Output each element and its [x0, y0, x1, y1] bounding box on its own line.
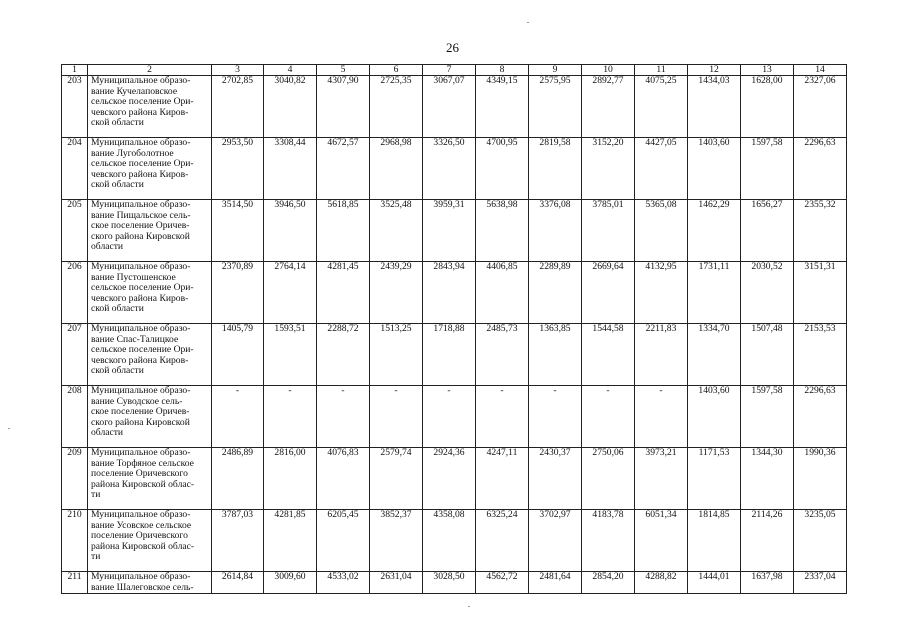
value-col-12: 1403,60	[688, 138, 741, 200]
value-col-10: 2892,77	[582, 76, 635, 138]
value-col-7: 3028,50	[423, 572, 476, 594]
value-col-5: 4533,02	[317, 572, 370, 594]
value-col-7: 4358,08	[423, 510, 476, 572]
value-col-7: 3326,50	[423, 138, 476, 200]
value-col-13: 1656,27	[741, 200, 794, 262]
value-col-9: 3702,97	[529, 510, 582, 572]
municipality-name-line: района Кировской облас-	[91, 478, 195, 490]
value-col-14: 2355,32	[794, 200, 847, 262]
value-col-4: -	[264, 386, 317, 448]
value-col-7: 3067,07	[423, 76, 476, 138]
value-col-6: 3525,48	[370, 200, 423, 262]
municipality-name-line: чевского района Киров-	[91, 354, 189, 366]
column-header-8: 8	[476, 65, 529, 76]
value-col-6: 2968,98	[370, 138, 423, 200]
value-col-11: -	[635, 386, 688, 448]
municipality-name-line: ской области	[91, 179, 144, 190]
value-col-3: 1405,79	[212, 324, 264, 386]
value-col-5: 2288,72	[317, 324, 370, 386]
column-header-14: 14	[794, 65, 847, 76]
value-col-6: 1513,25	[370, 324, 423, 386]
municipality-name-line: чевского района Киров-	[91, 168, 189, 180]
value-col-3: 2702,85	[212, 76, 264, 138]
table-row	[62, 200, 847, 262]
value-col-10: 3152,20	[582, 138, 635, 200]
scan-speck	[468, 606, 470, 607]
value-col-14: 3151,31	[794, 262, 847, 324]
value-col-8: 4700,95	[476, 138, 529, 200]
value-col-5: 4076,83	[317, 448, 370, 510]
value-col-13: 1597,58	[741, 138, 794, 200]
municipality-name-line: Муниципальное образо-	[91, 323, 191, 334]
table-row	[62, 138, 847, 200]
value-col-14: 2296,63	[794, 386, 847, 448]
column-header-3: 3	[212, 65, 264, 76]
value-col-8: -	[476, 386, 529, 448]
table-row	[62, 76, 847, 138]
value-col-12: 1171,53	[688, 448, 741, 510]
municipality-name-line: вание Шалеговское сель-	[91, 581, 194, 593]
value-col-9: 2819,58	[529, 138, 582, 200]
value-col-6: -	[370, 386, 423, 448]
value-col-14: 2296,63	[794, 138, 847, 200]
column-header-4: 4	[264, 65, 317, 76]
municipality-name-line: ского района Кировской	[91, 230, 190, 242]
value-col-4: 2764,14	[264, 262, 317, 324]
value-col-14: 3235,05	[794, 510, 847, 572]
column-header-2: 2	[88, 65, 212, 76]
value-col-10: -	[582, 386, 635, 448]
value-col-7: 2924,36	[423, 448, 476, 510]
municipality-name-line: ского района Кировской	[91, 416, 190, 428]
value-col-4: 4281,85	[264, 510, 317, 572]
municipality-name-line: Муниципальное образо-	[91, 199, 191, 210]
table-row	[62, 386, 847, 448]
value-col-10: 2854,20	[582, 572, 635, 594]
municipality-name	[88, 76, 212, 138]
value-col-12: 1334,70	[688, 324, 741, 386]
value-col-11: 4132,95	[635, 262, 688, 324]
municipality-name	[88, 138, 212, 200]
header-row	[62, 65, 847, 76]
row-number: 204	[62, 138, 88, 200]
value-col-13: 1507,48	[741, 324, 794, 386]
value-col-5: 5618,85	[317, 200, 370, 262]
value-col-4: 3009,60	[264, 572, 317, 594]
municipality-name-line: ской области	[91, 365, 144, 376]
value-col-11: 4427,05	[635, 138, 688, 200]
municipality-name-line: чевского района Киров-	[91, 292, 189, 304]
municipality-name-line: сельское поселение Ори-	[91, 344, 194, 355]
value-col-6: 2631,04	[370, 572, 423, 594]
municipality-name-line: вание Кучелаповское	[91, 85, 178, 97]
municipality-name-line: вание Лугоболотное	[91, 147, 174, 159]
value-col-5: 4281,45	[317, 262, 370, 324]
municipality-name-line: вание Суводское сель-	[91, 395, 183, 407]
value-col-11: 3973,21	[635, 448, 688, 510]
column-header-13: 13	[741, 65, 794, 76]
column-header-5: 5	[317, 65, 370, 76]
municipality-name-line: ти	[91, 489, 101, 500]
municipality-name	[88, 200, 212, 262]
municipality-name-line: чевского района Киров-	[91, 106, 189, 118]
column-header-9: 9	[529, 65, 582, 76]
value-col-13: 2030,52	[741, 262, 794, 324]
value-col-10: 3785,01	[582, 200, 635, 262]
value-col-12: 1434,03	[688, 76, 741, 138]
value-col-6: 2439,29	[370, 262, 423, 324]
value-col-7: 2843,94	[423, 262, 476, 324]
value-col-6: 3852,37	[370, 510, 423, 572]
municipality-name-line: вание Усовское сельское	[91, 519, 192, 531]
scan-speck	[527, 22, 529, 23]
municipality-name-line: ской области	[91, 117, 144, 128]
value-col-7: 1718,88	[423, 324, 476, 386]
municipality-name-line: ское поселение Оричев-	[91, 406, 190, 417]
value-col-8: 4406,85	[476, 262, 529, 324]
municipality-name	[88, 324, 212, 386]
municipality-name-line: вание Пищальское сель-	[91, 209, 191, 221]
value-col-5: 6205,45	[317, 510, 370, 572]
value-col-8: 4247,11	[476, 448, 529, 510]
value-col-10: 1544,58	[582, 324, 635, 386]
value-col-3: 2370,89	[212, 262, 264, 324]
value-col-6: 2579,74	[370, 448, 423, 510]
municipality-name-line: ской области	[91, 303, 144, 314]
value-col-13: 1628,00	[741, 76, 794, 138]
value-col-5: -	[317, 386, 370, 448]
value-col-11: 5365,08	[635, 200, 688, 262]
value-col-4: 1593,51	[264, 324, 317, 386]
value-col-13: 1637,98	[741, 572, 794, 594]
value-col-10: 4183,78	[582, 510, 635, 572]
column-header-12: 12	[688, 65, 741, 76]
value-col-13: 2114,26	[741, 510, 794, 572]
municipality-name	[88, 572, 212, 594]
scan-speck	[8, 428, 10, 429]
municipality-name-line: вание Спас-Талицкое	[91, 333, 179, 345]
row-number: 203	[62, 76, 88, 138]
value-col-12: 1814,85	[688, 510, 741, 572]
value-col-5: 4672,57	[317, 138, 370, 200]
value-col-5: 4307,90	[317, 76, 370, 138]
value-col-7: -	[423, 386, 476, 448]
value-col-4: 2816,00	[264, 448, 317, 510]
table-row	[62, 572, 847, 594]
value-col-9: 2289,89	[529, 262, 582, 324]
value-col-7: 3959,31	[423, 200, 476, 262]
value-col-3: 2953,50	[212, 138, 264, 200]
municipality-name	[88, 386, 212, 448]
municipality-name-line: Муниципальное образо-	[91, 385, 191, 396]
value-col-4: 3946,50	[264, 200, 317, 262]
value-col-11: 2211,83	[635, 324, 688, 386]
value-col-9: 2481,64	[529, 572, 582, 594]
municipality-name-line: ское поселение Оричев-	[91, 220, 190, 231]
value-col-9: 2575,95	[529, 76, 582, 138]
municipality-name-line: Муниципальное образо-	[91, 447, 191, 458]
municipality-name-line: района Кировской облас-	[91, 540, 195, 552]
municipality-name-line: Муниципальное образо-	[91, 261, 191, 272]
value-col-10: 2669,64	[582, 262, 635, 324]
value-col-12: 1731,11	[688, 262, 741, 324]
column-header-7: 7	[423, 65, 476, 76]
value-col-9: 2430,37	[529, 448, 582, 510]
value-col-8: 4349,15	[476, 76, 529, 138]
value-col-14: 1990,36	[794, 448, 847, 510]
value-col-3: 3514,50	[212, 200, 264, 262]
tariff-table	[61, 64, 847, 594]
value-col-12: 1444,01	[688, 572, 741, 594]
municipality-name-line: поселение Оричевского	[91, 468, 188, 479]
municipality-name-line: поселение Оричевского	[91, 530, 188, 541]
municipality-name-line: Муниципальное образо-	[91, 75, 191, 86]
value-col-14: 2153,53	[794, 324, 847, 386]
value-col-8: 5638,98	[476, 200, 529, 262]
municipality-name-line: сельское поселение Ори-	[91, 158, 194, 169]
value-col-12: 1462,29	[688, 200, 741, 262]
value-col-6: 2725,35	[370, 76, 423, 138]
value-col-10: 2750,06	[582, 448, 635, 510]
value-col-13: 1597,58	[741, 386, 794, 448]
row-number: 208	[62, 386, 88, 448]
column-header-11: 11	[635, 65, 688, 76]
municipality-name-line: вание Пустошенское	[91, 271, 176, 283]
value-col-11: 4288,82	[635, 572, 688, 594]
row-number: 210	[62, 510, 88, 572]
value-col-9: -	[529, 386, 582, 448]
value-col-3: 2614,84	[212, 572, 264, 594]
value-col-13: 1344,30	[741, 448, 794, 510]
page-number: 26	[446, 40, 459, 55]
value-col-14: 2327,06	[794, 76, 847, 138]
value-col-11: 6051,34	[635, 510, 688, 572]
municipality-name-line: сельское поселение Ори-	[91, 96, 194, 107]
table-row	[62, 324, 847, 386]
column-header-6: 6	[370, 65, 423, 76]
column-header-1: 1	[62, 65, 88, 76]
municipality-name-line: Муниципальное образо-	[91, 509, 191, 520]
municipality-name-line: сельское поселение Ори-	[91, 282, 194, 293]
municipality-name-line: вание Торфяное сельское	[91, 457, 194, 469]
municipality-name-line: области	[91, 241, 124, 252]
value-col-14: 2337,04	[794, 572, 847, 594]
municipality-name	[88, 510, 212, 572]
value-col-11: 4075,25	[635, 76, 688, 138]
row-number: 211	[62, 572, 88, 594]
municipality-name-line: области	[91, 427, 124, 438]
value-col-9: 1363,85	[529, 324, 582, 386]
value-col-3: -	[212, 386, 264, 448]
row-number: 209	[62, 448, 88, 510]
value-col-9: 3376,08	[529, 200, 582, 262]
table-row	[62, 448, 847, 510]
municipality-name-line: ти	[91, 551, 101, 562]
row-number: 205	[62, 200, 88, 262]
table-row	[62, 510, 847, 572]
value-col-4: 3308,44	[264, 138, 317, 200]
table-row	[62, 262, 847, 324]
municipality-name-line: Муниципальное образо-	[91, 137, 191, 148]
value-col-4: 3040,82	[264, 76, 317, 138]
municipality-name	[88, 448, 212, 510]
row-number: 207	[62, 324, 88, 386]
municipality-name-line: Муниципальное образо-	[91, 571, 191, 582]
column-header-10: 10	[582, 65, 635, 76]
value-col-8: 2485,73	[476, 324, 529, 386]
row-number: 206	[62, 262, 88, 324]
value-col-3: 3787,03	[212, 510, 264, 572]
municipality-name	[88, 262, 212, 324]
value-col-3: 2486,89	[212, 448, 264, 510]
value-col-8: 4562,72	[476, 572, 529, 594]
value-col-12: 1403,60	[688, 386, 741, 448]
value-col-8: 6325,24	[476, 510, 529, 572]
